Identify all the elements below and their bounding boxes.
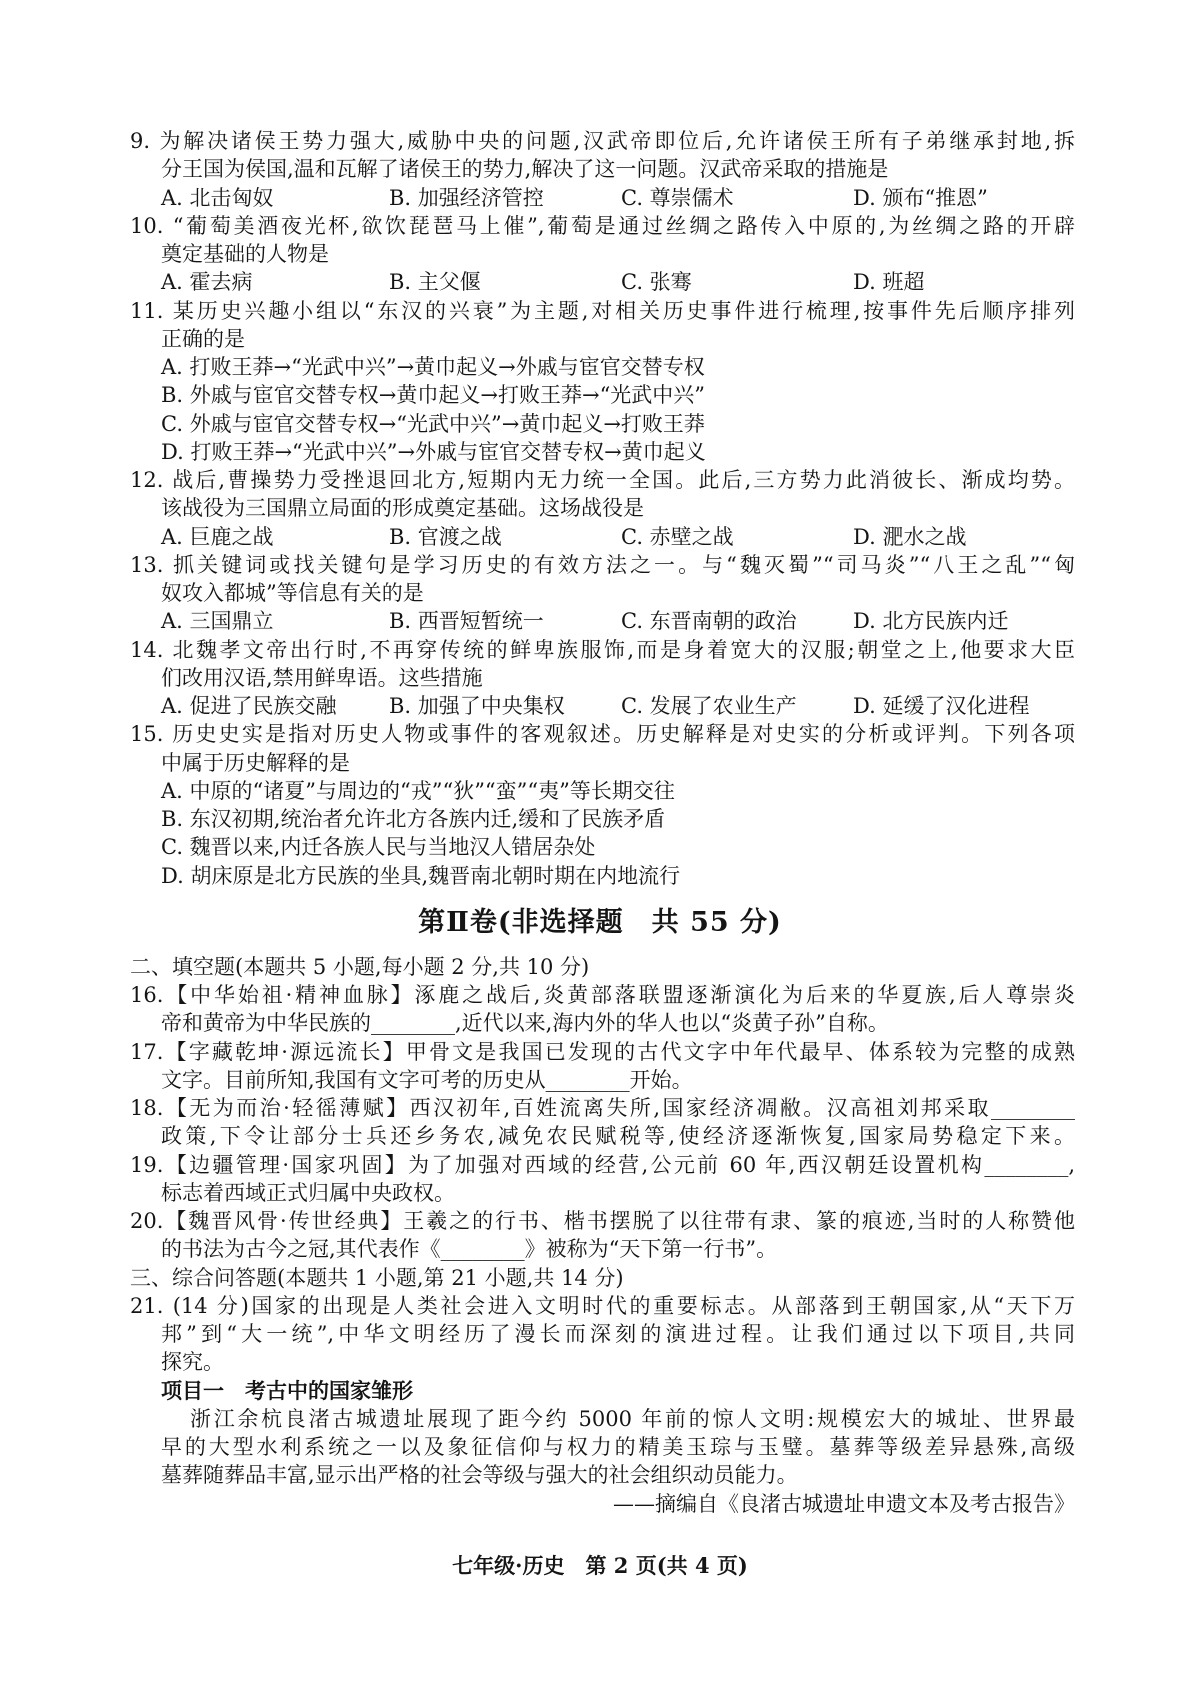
question-16 bbox=[0, 981, 1200, 1038]
question-18-line-1: 18.【无为而治·轻徭薄赋】西汉初年,百姓流离失所,国家经济凋敝。汉高祖刘邦采取________ bbox=[130, 1096, 1075, 1120]
question-21-line-2: 邦”到“大一统”,中华文明经历了漫长而深刻的演进过程。让我们通过以下项目,共同 bbox=[161, 1322, 1075, 1346]
project-1-heading: 项目一 考古中的国家雏形 bbox=[161, 1377, 413, 1403]
comprehensive-question-section bbox=[0, 1264, 1200, 1518]
question-14-options bbox=[161, 692, 1075, 720]
question-21-line-3: 探究。 bbox=[161, 1350, 224, 1375]
material-line-3: 墓葬随葬品丰富,显示出严格的社会等级与强大的社会组织动员能力。 bbox=[161, 1463, 798, 1488]
question-21 bbox=[0, 1292, 1200, 1518]
question-17-line-1: 17.【字藏乾坤·源远流长】甲骨文是我国已发现的古代文字中年代最早、体系较为完整的成熟 bbox=[130, 1039, 1075, 1064]
option-a: A. 中原的“诸夏”与周边的“戎”“狄”“蛮”“夷”等长期交往 bbox=[161, 778, 675, 803]
question-15-stem-line-2: 中属于历史解释的是 bbox=[161, 750, 350, 775]
option-d: D. 胡床原是北方民族的坐具,魏晋南北朝时期在内地流行 bbox=[161, 863, 681, 888]
option-d: D. 延缓了汉化进程 bbox=[853, 694, 1030, 718]
question-13-stem-line-2: 奴攻入都城”等信息有关的是 bbox=[161, 581, 424, 605]
option-b: B. 西晋短暂统一 bbox=[389, 609, 544, 634]
option-d: D. 打败王莽→“光武中兴”→外戚与宦官交替专权→黄巾起义 bbox=[161, 439, 706, 464]
question-14-stem-line-2: 们改用汉语,禁用鲜卑语。这些措施 bbox=[161, 665, 483, 690]
question-18-line-2: 政策,下令让部分士兵还乡务农,减免农民赋税等,使经济逐渐恢复,国家局势稳定下来。 bbox=[161, 1124, 1075, 1149]
option-c: C. 尊崇儒术 bbox=[621, 185, 734, 210]
question-11 bbox=[0, 297, 1200, 467]
question-20-line-2: 的书法为古今之冠,其代表作《________》被称为“天下第一行书”。 bbox=[161, 1237, 778, 1262]
question-14-stem-line-1: 14. 北魏孝文帝出行时,不再穿传统的鲜卑族服饰,而是身着宽大的汉服;朝堂之上,他要求大臣 bbox=[130, 637, 1075, 662]
option-a: A. 打败王莽→“光武中兴”→黄巾起义→外戚与宦官交替专权 bbox=[161, 355, 705, 379]
question-13 bbox=[0, 551, 1200, 636]
question-15 bbox=[0, 720, 1200, 890]
option-c: C. 张骞 bbox=[621, 270, 692, 295]
question-9-stem-line-2: 分王国为侯国,温和瓦解了诸侯王的势力,解决了这一问题。汉武帝采取的措施是 bbox=[161, 157, 889, 182]
question-13-stem-line-1: 13. 抓关键词或找关键句是学习历史的有效方法之一。与“魏灭蜀”“司马炎”“八王之乱”“匈 bbox=[130, 552, 1075, 577]
option-a: A. 霍去病 bbox=[161, 270, 253, 295]
option-d: D. 颁布“推恩” bbox=[853, 185, 988, 210]
option-b: B. 加强了中央集权 bbox=[389, 694, 565, 718]
option-c: C. 魏晋以来,内迁各族人民与当地汉人错居杂处 bbox=[161, 835, 596, 860]
question-12-stem-line-2: 该战役为三国鼎立局面的形成奠定基础。这场战役是 bbox=[161, 496, 644, 521]
material-line-2: 早的大型水利系统之一以及象征信仰与权力的精美玉琮与玉璧。墓葬等级差异悬殊,高级 bbox=[161, 1435, 1075, 1459]
material-line-1: 浙江余杭良渚古城遗址展现了距今约 5000 年前的惊人文明:规模宏大的城址、世界最 bbox=[190, 1406, 1075, 1431]
question-18 bbox=[0, 1094, 1200, 1151]
comprehensive-question-heading: 三、综合问答题(本题共 1 小题,第 21 小题,共 14 分) bbox=[130, 1265, 624, 1290]
option-c: C. 东晋南朝的政治 bbox=[621, 609, 797, 634]
question-19 bbox=[0, 1151, 1200, 1208]
question-20 bbox=[0, 1207, 1200, 1264]
option-b: B. 主父偃 bbox=[389, 270, 481, 295]
option-c: C. 发展了农业生产 bbox=[621, 694, 797, 718]
question-12 bbox=[0, 466, 1200, 551]
question-15-stem-line-1: 15. 历史史实是指对历史人物或事件的客观叙述。历史解释是对史实的分析或评判。下列各项 bbox=[130, 722, 1075, 747]
question-19-line-2: 标志着西域正式归属中央政权。 bbox=[161, 1180, 455, 1205]
question-12-options bbox=[161, 523, 1075, 551]
material-source: ——摘编自《良渚古城遗址申遗文本及考古报告》 bbox=[613, 1491, 1075, 1516]
question-16-line-1: 16.【中华始祖·精神血脉】涿鹿之战后,炎黄部落联盟逐渐演化为后来的华夏族,后人尊崇炎 bbox=[130, 983, 1075, 1007]
question-9-options bbox=[161, 184, 1075, 212]
option-a: A. 促进了民族交融 bbox=[161, 694, 337, 718]
option-a: A. 三国鼎立 bbox=[161, 609, 274, 634]
question-10 bbox=[0, 212, 1200, 297]
question-21-line-1: 21. (14 分)国家的出现是人类社会进入文明时代的重要标志。从部落到王朝国家,从“天下万 bbox=[130, 1293, 1075, 1318]
question-20-line-1: 20.【魏晋风骨·传世经典】王羲之的行书、楷书摆脱了以往带有隶、篆的痕迹,当时的人称赞他 bbox=[130, 1209, 1075, 1233]
question-10-options bbox=[161, 268, 1075, 296]
option-c: C. 赤壁之战 bbox=[621, 524, 734, 549]
question-12-stem-line-1: 12. 战后,曹操势力受挫退回北方,短期内无力统一全国。此后,三方势力此消彼长、渐成均势。 bbox=[130, 468, 1075, 492]
question-16-line-2: 帝和黄帝为中华民族的________,近代以来,海内外的华人也以“炎黄子孙”自称。 bbox=[161, 1011, 889, 1036]
question-11-stem-line-2: 正确的是 bbox=[161, 326, 245, 351]
option-b: B. 加强经济管控 bbox=[389, 185, 544, 210]
question-10-stem-line-1: 10. “葡萄美酒夜光杯,欲饮琵琶马上催”,葡萄是通过丝绸之路传入中原的,为丝绸之路的开辟 bbox=[130, 213, 1075, 238]
question-10-stem-line-2: 奠定基础的人物是 bbox=[161, 242, 329, 266]
option-b: B. 官渡之战 bbox=[389, 524, 502, 549]
question-19-line-1: 19.【边疆管理·国家巩固】为了加强对西域的经营,公元前 60 年,西汉朝廷设置机构________, bbox=[130, 1152, 1075, 1177]
multiple-choice-section bbox=[0, 127, 1200, 890]
question-14 bbox=[0, 636, 1200, 721]
option-b: B. 外戚与宦官交替专权→黄巾起义→打败王莽→“光武中兴” bbox=[161, 383, 706, 408]
option-d: D. 北方民族内迁 bbox=[853, 609, 1009, 634]
option-d: D. 班超 bbox=[853, 270, 925, 295]
option-c: C. 外戚与宦官交替专权→“光武中兴”→黄巾起义→打败王莽 bbox=[161, 411, 705, 436]
option-a: A. 北击匈奴 bbox=[161, 185, 274, 210]
option-a: A. 巨鹿之战 bbox=[161, 524, 274, 549]
fill-in-blank-section bbox=[0, 953, 1200, 1264]
fill-in-blank-heading: 二、填空题(本题共 5 小题,每小题 2 分,共 10 分) bbox=[130, 954, 590, 979]
option-d: D. 淝水之战 bbox=[853, 524, 967, 549]
question-9 bbox=[0, 127, 1200, 212]
question-17 bbox=[0, 1038, 1200, 1095]
question-13-options bbox=[161, 607, 1075, 635]
option-b: B. 东汉初期,统治者允许北方各族内迁,缓和了民族矛盾 bbox=[161, 807, 666, 831]
question-9-stem-line-1: 9. 为解决诸侯王势力强大,威胁中央的问题,汉武帝即位后,允许诸侯王所有子弟继承封地,拆 bbox=[130, 129, 1075, 153]
page-footer: 七年级·历史 第 2 页(共 4 页) bbox=[452, 1553, 748, 1578]
part-2-title: 第Ⅱ卷(非选择题 共 55 分) bbox=[418, 906, 782, 938]
question-17-line-2: 文字。目前所知,我国有文字可考的历史从________开始。 bbox=[161, 1067, 693, 1092]
question-11-stem-line-1: 11. 某历史兴趣小组以“东汉的兴衰”为主题,对相关历史事件进行梳理,按事件先后顺序排列 bbox=[130, 298, 1075, 323]
